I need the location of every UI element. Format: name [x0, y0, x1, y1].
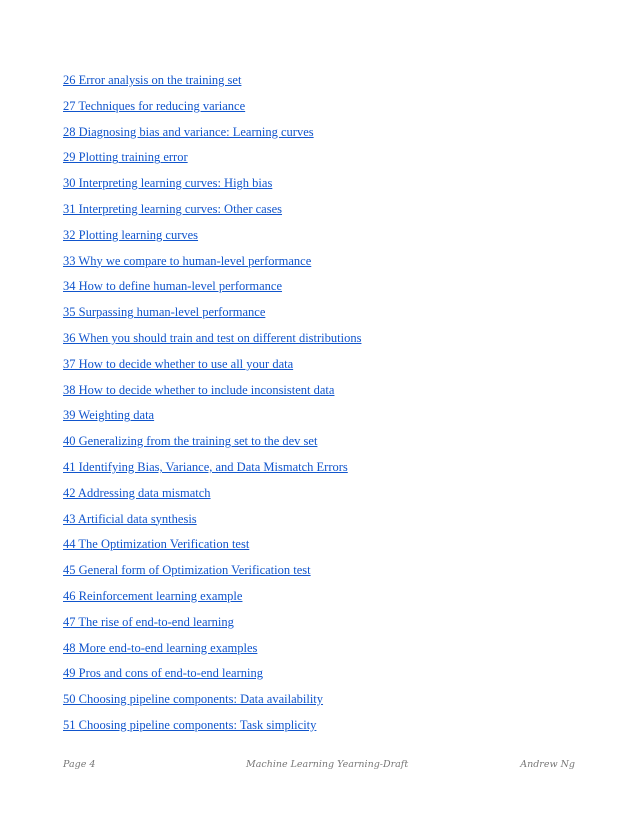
toc-item — [63, 459, 603, 485]
toc-item — [63, 72, 603, 98]
toc-item — [63, 253, 603, 279]
toc-link[interactable]: 26 Error analysis on the training set — [63, 73, 242, 87]
toc-item — [63, 278, 603, 304]
toc-link[interactable]: 38 How to decide whether to include inconsistent data — [63, 382, 335, 397]
toc-item — [63, 640, 603, 666]
toc-link[interactable]: 31 Interpreting learning curves: Other cases — [63, 201, 283, 216]
toc-item — [63, 356, 603, 382]
toc-link[interactable]: 39 Weighting data — [63, 408, 155, 423]
toc-item — [63, 614, 603, 640]
toc-link[interactable]: 41 Identifying Bias, Variance, and Data Mismatch Errors — [63, 459, 348, 474]
toc-link[interactable]: 36 When you should train and test on different distributions — [63, 330, 362, 345]
table-of-contents — [63, 72, 603, 743]
toc-link[interactable]: 27 Techniques for reducing variance — [63, 98, 246, 113]
toc-link[interactable]: 45 General form of Optimization Verification test — [63, 563, 311, 578]
toc-item — [63, 175, 603, 201]
toc-item — [63, 588, 603, 614]
toc-item — [63, 227, 603, 253]
toc-link[interactable]: 29 Plotting training error — [63, 150, 188, 165]
toc-item — [63, 665, 603, 691]
toc-item — [63, 717, 603, 743]
toc-link[interactable]: 49 Pros and cons of end-to-end learning — [63, 666, 263, 681]
toc-item — [63, 691, 603, 717]
toc-item — [63, 330, 603, 356]
toc-link[interactable]: 30 Interpreting learning curves: High bias — [63, 176, 273, 191]
toc-link[interactable]: 33 Why we compare to human-level performance — [63, 253, 312, 268]
toc-item — [63, 149, 603, 175]
toc-item — [63, 511, 603, 537]
toc-link[interactable]: 48 More end-to-end learning examples — [63, 640, 258, 655]
toc-link[interactable]: 35 Surpassing human-level performance — [63, 305, 266, 320]
toc-link[interactable]: 34 How to define human-level performance — [63, 279, 283, 294]
toc-item — [63, 536, 603, 562]
toc-link[interactable]: 28 Diagnosing bias and variance: Learning curves — [63, 124, 314, 139]
toc-item — [63, 304, 603, 330]
author-name: Andrew Ng — [520, 759, 575, 770]
toc-link[interactable]: 50 Choosing pipeline components: Data availability — [63, 692, 324, 707]
toc-item — [63, 124, 603, 150]
toc-link[interactable]: 32 Plotting learning curves — [63, 227, 199, 242]
toc-item — [63, 98, 603, 124]
toc-link[interactable]: 51 Choosing pipeline components: Task simplicity — [63, 717, 317, 732]
toc-item — [63, 433, 603, 459]
toc-link[interactable]: 44 The Optimization Verification test — [63, 537, 250, 552]
document-title: Machine Learning Yearning-Draft — [246, 759, 409, 770]
toc-link[interactable]: 46 Reinforcement learning example — [63, 588, 243, 603]
toc-link[interactable]: 43 Artificial data synthesis — [63, 511, 197, 526]
toc-link[interactable]: 42 Addressing data mismatch — [63, 485, 211, 500]
toc-item — [63, 382, 603, 408]
page-footer — [63, 759, 575, 773]
toc-link[interactable]: 37 How to decide whether to use all your data — [63, 356, 294, 371]
toc-item — [63, 201, 603, 227]
toc-item — [63, 407, 603, 433]
toc-link[interactable]: 47 The rise of end-to-end learning — [63, 614, 234, 629]
toc-item — [63, 485, 603, 511]
toc-link[interactable]: 40 Generalizing from the training set to the dev set — [63, 434, 318, 449]
page-number: Page 4 — [63, 759, 96, 770]
toc-item — [63, 562, 603, 588]
